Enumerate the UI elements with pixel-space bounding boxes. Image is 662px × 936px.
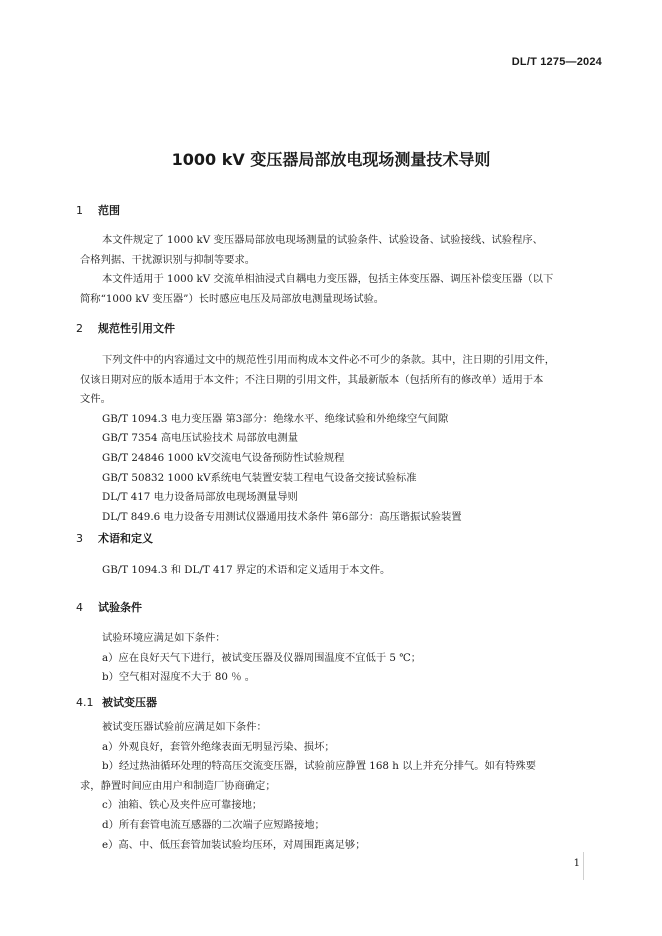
section-heading-scope xyxy=(76,202,120,218)
list-item: b）空气相对湿度不大于 80 ％ 。 xyxy=(102,671,256,684)
text-line: 文件。 xyxy=(80,393,111,406)
references-paragraph xyxy=(80,351,604,527)
transformer-under-test-paragraph xyxy=(80,718,604,855)
list-item: e）高、中、低压套管加装试验均压环，对周围距离足够； xyxy=(102,838,366,851)
section-heading-normative-references xyxy=(76,320,175,336)
section-title: 被试变压器 xyxy=(102,696,157,709)
scope-paragraph xyxy=(80,231,604,309)
list-item: b）经过热油循环处理的特高压交流变压器，试验前应静置 168 h 以上并充分排气。如有特殊要 xyxy=(102,760,536,773)
section-title: 范围 xyxy=(98,204,120,217)
list-item: a）外观良好，套管外绝缘表面无明显污染、损坏； xyxy=(102,740,335,753)
section-heading-test-conditions xyxy=(76,599,142,615)
text-line: 本文件适用于 1000 kV 交流单相油浸式自耦电力变压器，包括主体变压器、调压补偿变压器（以下 xyxy=(102,273,554,286)
text-line: 简称“1000 kV 变压器”）长时感应电压及局部放电测量现场试验。 xyxy=(80,292,385,305)
text-line: 试验环境应满足如下条件： xyxy=(102,632,226,644)
document-code: DL/T 1275—2024 xyxy=(511,56,602,68)
section-heading-terms xyxy=(76,530,153,546)
section-title: 术语和定义 xyxy=(98,532,153,545)
text-line: 本文件规定了 1000 kV 变压器局部放电现场测量的试验条件、试验设备、试验接线、试验程序、 xyxy=(102,234,543,246)
reference-item: DL/T 417 电力设备局部放电现场测量导则 xyxy=(102,491,298,504)
list-item: c）油箱、铁心及夹件应可靠接地； xyxy=(102,799,263,812)
text-line: 下列文件中的内容通过文中的规范性引用而构成本文件必不可少的条款。其中，注日期的引用文件， xyxy=(102,354,556,366)
section-title: 试验条件 xyxy=(98,601,142,614)
section-number: 1 xyxy=(76,204,83,217)
document-title: 1000 kV 变压器局部放电现场测量技术导则 xyxy=(171,150,491,169)
section-number: 2 xyxy=(76,322,83,335)
list-item: a）应在良好天气下进行，被试变压器及仪器周围温度不宜低于 5 ℃； xyxy=(102,651,422,664)
reference-item: GB/T 7354 高电压试验技术 局部放电测量 xyxy=(102,432,299,445)
text-line: 被试变压器试验前应满足如下条件： xyxy=(102,721,267,733)
test-conditions-paragraph xyxy=(80,629,604,688)
text-line: GB/T 1094.3 和 DL/T 417 界定的术语和定义适用于本文件。 xyxy=(102,564,391,576)
list-item: d）所有套管电流互感器的二次端子应短路接地； xyxy=(102,818,325,831)
terms-paragraph xyxy=(80,561,604,581)
reference-item: GB/T 50832 1000 kV系统电气装置安装工程电气设备交接试验标准 xyxy=(102,471,417,484)
reference-item: DL/T 849.6 电力设备专用测试仪器通用技术条件 第6部分：高压谐振试验装置 xyxy=(102,510,462,523)
text-line: 仅该日期对应的版本适用于本文件；不注日期的引用文件，其最新版本（包括所有的修改单）适用于本 xyxy=(80,373,544,386)
reference-item: GB/T 24846 1000 kV交流电气设备预防性试验规程 xyxy=(102,451,345,464)
page-number: 1 xyxy=(573,858,580,869)
text-line: 合格判据、干扰源识别与抑制等要求。 xyxy=(80,253,256,266)
reference-item: GB/T 1094.3 电力变压器 第3部分：绝缘水平、绝缘试验和外绝缘空气间隙 xyxy=(102,412,449,425)
list-item-continuation: 求，静置时间应由用户和制造厂协商确定； xyxy=(80,779,276,792)
section-number: 4 xyxy=(76,601,83,614)
section-number: 4.1 xyxy=(76,696,94,709)
subsection-heading-transformer-under-test xyxy=(76,694,157,710)
section-number: 3 xyxy=(76,532,83,545)
margin-rule xyxy=(583,852,584,880)
section-title: 规范性引用文件 xyxy=(98,322,175,335)
